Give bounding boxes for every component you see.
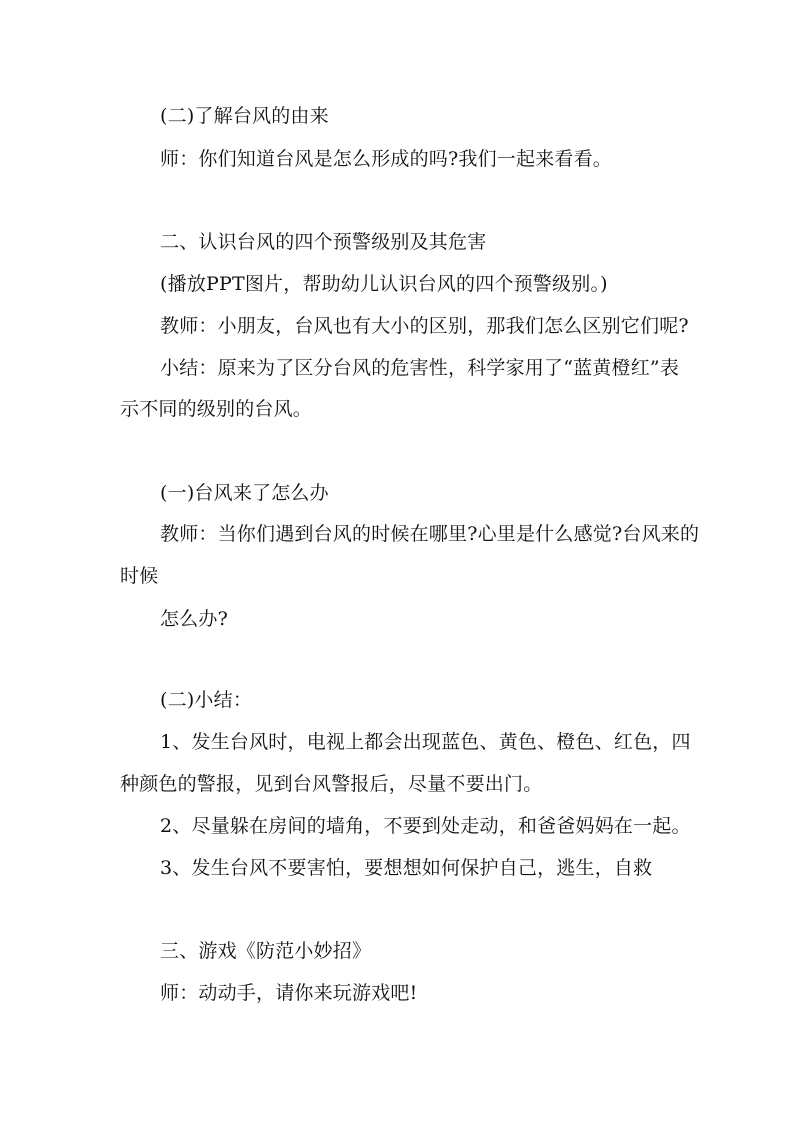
list-item-1: 1、发生台风时，电视上都会出现蓝色、黄色、橙色、红色，四 bbox=[160, 731, 691, 753]
paragraph-teacher-game: 师：动动手，请你来玩游戏吧! bbox=[160, 982, 418, 1004]
list-item-2: 2、尽量躲在房间的墙角，不要到处走动，和爸爸妈妈在一起。 bbox=[160, 815, 691, 837]
paragraph-summary-colors: 小结：原来为了区分台风的危害性，科学家用了“蓝黄橙红”表 bbox=[160, 357, 680, 379]
section-heading-what-to-do: (一)台风来了怎么办 bbox=[160, 482, 329, 504]
section-heading-game: 三、游戏《防范小妙招》 bbox=[160, 940, 372, 962]
paragraph-ppt-note: (播放PPT图片，帮助幼儿认识台风的四个预警级别。) bbox=[160, 273, 608, 295]
list-item-3: 3、发生台风不要害怕，要想想如何保护自己，逃生，自救 bbox=[160, 857, 653, 879]
paragraph-summary-colors-cont: 示不同的级别的台风。 bbox=[120, 398, 313, 420]
section-heading-warning-levels: 二、认识台风的四个预警级别及其危害 bbox=[160, 231, 487, 253]
list-item-1-cont: 种颜色的警报，见到台风警报后，尽量不要出门。 bbox=[120, 773, 543, 795]
section-heading-summary: (二)小结： bbox=[160, 689, 253, 711]
paragraph-teacher-question: 师：你们知道台风是怎么形成的吗?我们一起来看看。 bbox=[160, 148, 612, 170]
paragraph-how-to: 怎么办? bbox=[160, 608, 228, 630]
section-heading-typhoon-origin: (二)了解台风的由来 bbox=[160, 105, 329, 127]
paragraph-teacher-sizes: 教师：小朋友，台风也有大小的区别，那我们怎么区别它们呢? bbox=[160, 315, 689, 337]
paragraph-teacher-encounter: 教师：当你们遇到台风的时候在哪里?心里是什么感觉?台风来的 bbox=[160, 523, 700, 545]
paragraph-teacher-encounter-cont: 时候 bbox=[120, 565, 159, 587]
